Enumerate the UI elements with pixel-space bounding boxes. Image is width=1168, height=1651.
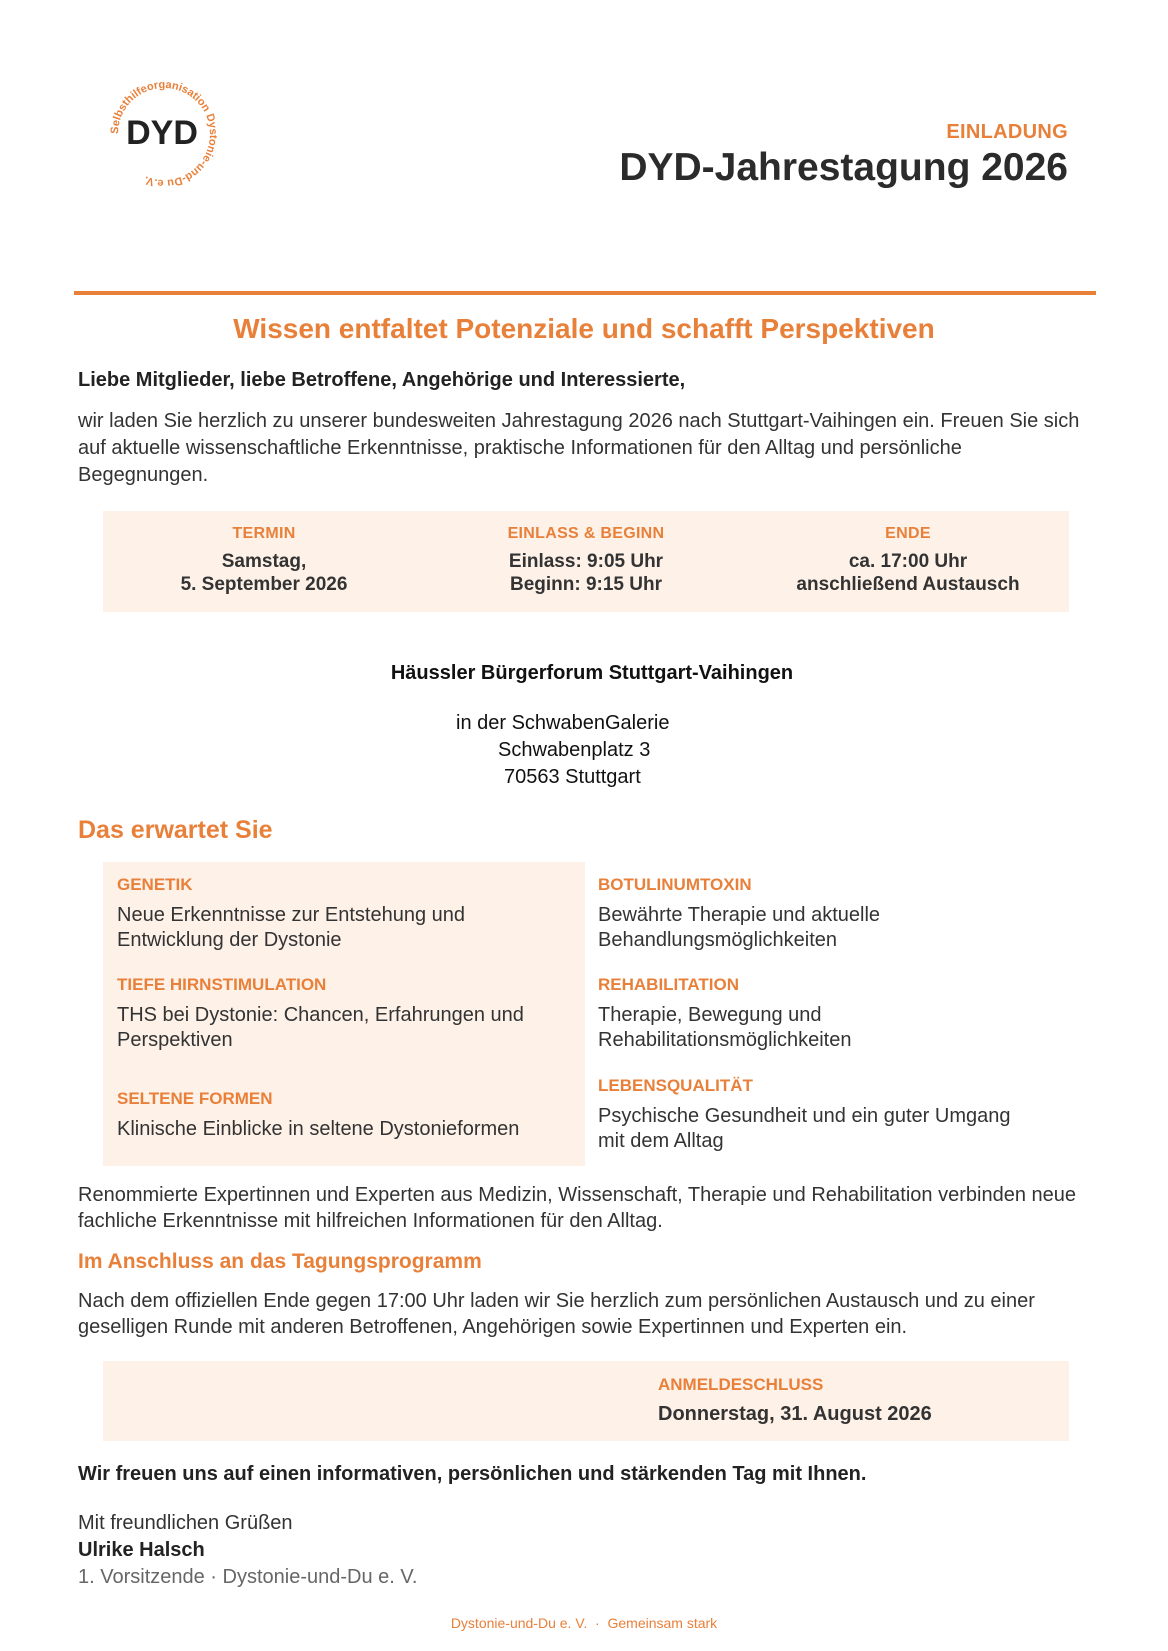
page-title: DYD-Jahrestagung 2026 <box>619 146 1068 189</box>
salutation: Liebe Mitglieder, liebe Betroffene, Angehörige und Interessierte, <box>78 369 686 391</box>
closing-sentence: Wir freuen uns auf einen informativen, persönlichen und stärkenden Tag mit Ihnen. <box>78 1463 867 1485</box>
info-end-value <box>747 550 1069 596</box>
event-info-box <box>103 511 1069 612</box>
logo-ring-text: Selbsthilfeorganisation Dystonie-und-Du e.V. <box>108 78 220 190</box>
topic-heading: LEBENSQUALITÄT <box>598 1076 753 1095</box>
topic-botulinumtoxin <box>598 875 1038 953</box>
venue-line1: in der SchwabenGalerie <box>456 712 670 734</box>
info-end-line1: ca. 17:00 Uhr <box>848 551 968 572</box>
signature-role: 1. Vorsitzende · Dystonie-und-Du e. V. <box>78 1566 418 1588</box>
deadline-box <box>103 1361 1069 1441</box>
deadline-value: Donnerstag, 31. August 2026 <box>658 1403 932 1425</box>
info-date-value <box>103 550 425 596</box>
topic-tiefe-hirnstimulation <box>117 975 557 1053</box>
signature-greeting: Mit freundlichen Grüßen <box>78 1512 293 1534</box>
footer: Dystonie-und-Du e. V. · Gemeinsam stark <box>450 1615 718 1631</box>
venue-name: Häussler Bürgerforum Stuttgart-Vaihingen <box>390 662 794 684</box>
after-paragraph: Nach dem offiziellen Ende gegen 17:00 Uhr laden wir Sie herzlich zum persönlichen Austausch und zu einer geselligen Runde mit anderen Betroffenen, Angehörigen sowie Expertinnen und Experten ein. <box>78 1290 1035 1338</box>
topic-text: Klinische Einblicke in seltene Dystonieformen <box>117 1118 520 1140</box>
after-heading: Im Anschluss an das Tagungsprogramm <box>78 1250 482 1273</box>
topic-lebensqualitaet <box>598 1076 1038 1154</box>
topic-text: Bewährte Therapie und aktuelle Behandlungsmöglichkeiten <box>598 904 881 951</box>
topic-heading: REHABILITATION <box>598 975 740 994</box>
venue-street: Schwabenplatz 3 <box>498 739 651 761</box>
deadline-label: ANMELDESCHLUSS <box>658 1375 824 1394</box>
info-admission <box>425 525 747 596</box>
logo-mark <box>104 74 224 194</box>
venue-city: 70563 Stuttgart <box>504 766 641 788</box>
topic-heading: BOTULINUMTOXIN <box>598 875 752 894</box>
topic-genetik <box>117 875 557 953</box>
info-end <box>747 525 1069 596</box>
info-admission-value <box>425 550 747 596</box>
header-kicker: EINLADUNG <box>946 121 1068 143</box>
info-date-line1: Samstag, <box>221 551 307 572</box>
dyd-logo <box>104 74 224 194</box>
topic-text: Neue Erkenntnisse zur Entstehung und Entwicklung der Dystonie <box>117 904 465 951</box>
topic-seltene-formen <box>117 1089 557 1142</box>
topic-heading: TIEFE HIRNSTIMULATION <box>117 975 327 994</box>
header-divider <box>74 291 1096 295</box>
topic-text: Therapie, Bewegung und Rehabilitationsmöglichkeiten <box>598 1004 852 1051</box>
program-heading: Das erwartet Sie <box>78 816 273 844</box>
topic-heading: SELTENE FORMEN <box>117 1089 273 1108</box>
info-admission-label: EINLASS & BEGINN <box>507 525 665 542</box>
topic-text: Psychische Gesundheit und ein guter Umgang mit dem Alltag <box>598 1105 1011 1152</box>
experts-paragraph: Renommierte Expertinnen und Experten aus Medizin, Wissenschaft, Therapie und Rehabilitation verbinden neue fachliche Erkenntnisse mit hilfreichen Informationen für den Alltag. <box>78 1184 1076 1232</box>
info-end-line2: anschließend Austausch <box>796 574 1020 595</box>
topic-rehabilitation <box>598 975 1038 1053</box>
intro-paragraph: wir laden Sie herzlich zu unserer bundesweiten Jahrestagung 2026 nach Stuttgart-Vaihingen ein. Freuen Sie sich auf aktuelle wissenschaftliche Erkenntnisse, praktische Informationen für den Alltag und persönliche Begegnungen. <box>78 410 1080 486</box>
info-date <box>103 525 425 596</box>
info-date-line2: 5. September 2026 <box>180 574 348 595</box>
signature-name: Ulrike Halsch <box>78 1539 205 1561</box>
logo-abbr: DYD <box>126 114 198 152</box>
info-admission-line2: Beginn: 9:15 Uhr <box>509 574 663 595</box>
info-admission-line1: Einlass: 9:05 Uhr <box>508 551 664 572</box>
info-date-label: TERMIN <box>232 525 296 542</box>
topic-heading: GENETIK <box>117 875 193 894</box>
info-end-label: ENDE <box>885 525 931 542</box>
tagline: Wissen entfaltet Potenziale und schafft Perspektiven <box>233 313 935 344</box>
topic-text: THS bei Dystonie: Chancen, Erfahrungen und Perspektiven <box>117 1004 524 1051</box>
